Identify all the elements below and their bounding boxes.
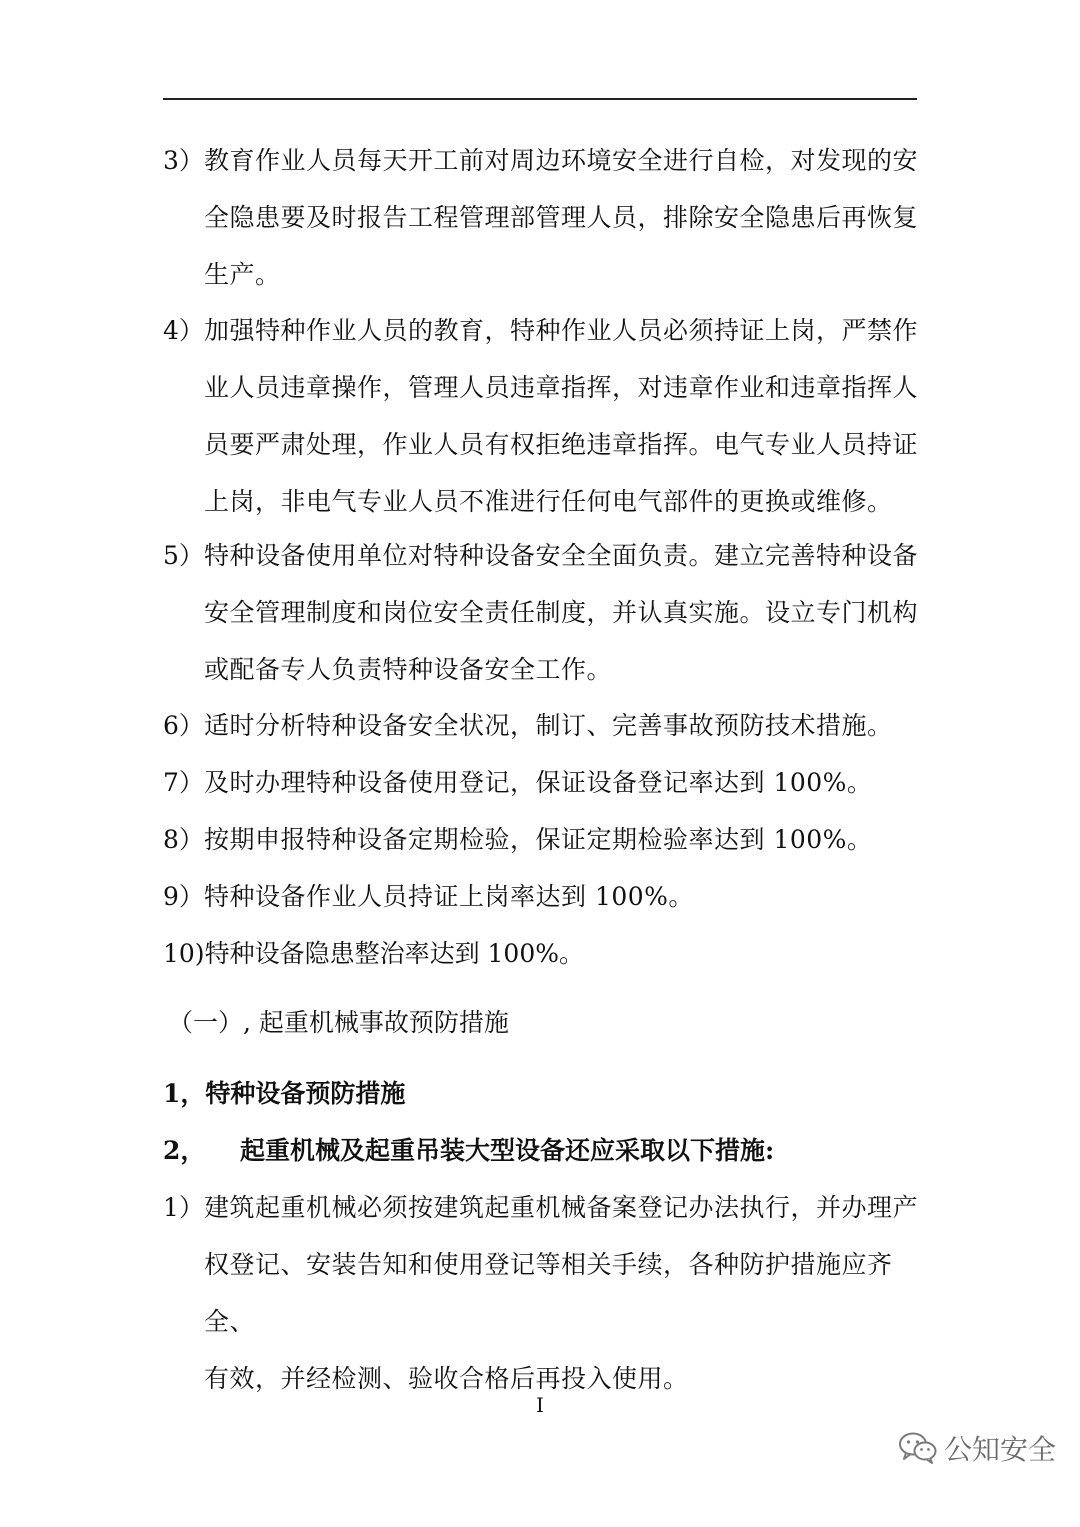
list-item <box>163 868 923 925</box>
item-number: 1） <box>163 1193 204 1222</box>
item-text: 教育作业人员每天开工前对周边环境安全进行自检，对发现的安 全隐患要及时报告工程管理部管理人员，排除安全隐患后再恢复 生产。 <box>204 146 919 289</box>
list-item <box>163 1179 923 1407</box>
watermark <box>898 1428 1056 1468</box>
subheading-2-text: 起重机械及起重吊装大型设备还应采取以下措施: <box>240 1136 775 1165</box>
list-item <box>163 527 923 698</box>
list-item <box>163 754 923 811</box>
item-number: 3） <box>163 146 204 175</box>
subheading-2-number: 2， <box>163 1136 206 1165</box>
item-text: 按期申报特种设备定期检验，保证定期检验率达到 100%。 <box>204 825 873 854</box>
item-number: 8） <box>163 825 204 854</box>
item-text: 及时办理特种设备使用登记，保证设备登记率达到 100%。 <box>204 768 873 797</box>
item-number: 4） <box>163 316 204 345</box>
list-item <box>163 132 923 303</box>
list-item <box>163 302 923 530</box>
watermark-text: 公知安全 <box>944 1433 1057 1466</box>
item-number: 6） <box>163 711 204 740</box>
page-number: I <box>536 1393 544 1417</box>
list-item-10: 10)特种设备隐患整治率达到 100%。 <box>163 939 584 968</box>
item-text: 特种设备作业人员持证上岗率达到 100%。 <box>204 882 694 911</box>
item-text: 适时分析特种设备安全状况，制订、完善事故预防技术措施。 <box>204 711 893 740</box>
wechat-icon <box>898 1431 938 1465</box>
header-rule <box>163 98 917 100</box>
subheading-1: 1，特种设备预防措施 <box>163 1079 406 1108</box>
item-number: 7） <box>163 768 204 797</box>
item-text: 建筑起重机械必须按建筑起重机械备案登记办法执行，并办理产 权登记、安装告知和使用登记等相关手续，各种防护措施应齐全、 有效，并经检测、验收合格后再投入使用。 <box>204 1193 919 1393</box>
item-number: 9） <box>163 882 204 911</box>
section-heading: （一）, 起重机械事故预防措施 <box>168 1008 509 1037</box>
item-number: 5） <box>163 541 204 570</box>
item-text: 加强特种作业人员的教育，特种作业人员必须持证上岗，严禁作 业人员违章操作，管理人员违章指挥，对违章作业和违章指挥人 员要严肃处理，作业人员有权拒绝违章指挥。电气专业人员持证 上岗，非电气专业人员不准进行任何电气部件的更换或维修。 <box>204 316 919 516</box>
list-item <box>163 811 923 868</box>
item-text: 特种设备使用单位对特种设备安全全面负责。建立完善特种设备 安全管理制度和岗位安全责任制度，并认真实施。设立专门机构 或配备专人负责特种设备安全工作。 <box>204 541 919 684</box>
list-item <box>163 697 923 754</box>
